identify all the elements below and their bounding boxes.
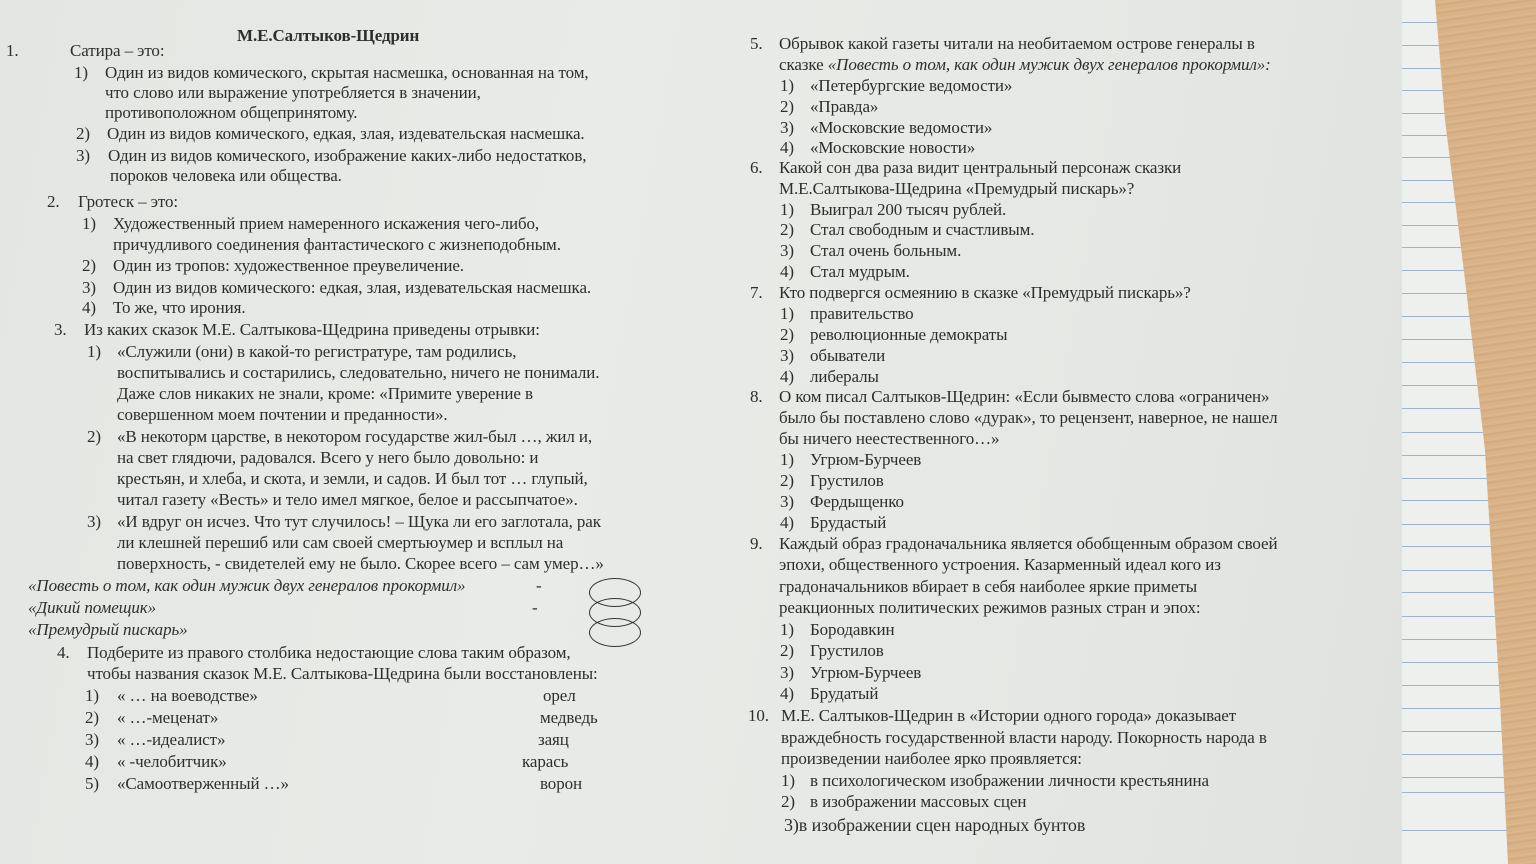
question-number: 1. (6, 41, 19, 60)
option-number: 3) (76, 146, 90, 165)
option-text: Выиграл 200 тысяч рублей. (810, 200, 1007, 219)
option-line: ли клешней перешиб или сам своей смертьюумер и всплыл на (117, 533, 564, 552)
option-line: читал газету «Весть» и тело имел мягкое, белое и рассыпчатое». (117, 490, 578, 509)
ruling-line (1390, 570, 1510, 571)
option-line: что слово или выражение употребляется в значении, (105, 83, 481, 102)
option-line: крестьян, и хлеба, и скота, и земли, и садов. И был тот … глупый, (117, 469, 588, 488)
question-text: чтобы названия сказок М.Е. Салтыкова-Щедрина были восстановлены: (87, 664, 598, 683)
option-number: 1) (74, 63, 88, 82)
option-text: Брудастый (810, 513, 887, 532)
option-number: 5) (85, 774, 99, 793)
option-text: Угрюм-Бурчеев (810, 450, 922, 469)
match-right: медведь (540, 708, 598, 727)
question-text: О ком писал Салтыков-Щедрин: «Если бывместо слова «ограничен» (779, 387, 1270, 406)
page-title: М.Е.Салтыков-Щедрин (237, 26, 420, 45)
ruling-line (1390, 777, 1510, 778)
question-text: реакционных политических режимов разных стран и эпох: (779, 598, 1201, 617)
ruling-line (1390, 708, 1510, 709)
option-line: Даже слов никаких не знали, кроме: «Примите уверение в (117, 384, 533, 403)
option-number: 1) (82, 214, 96, 233)
question-text: М.Е. Салтыков-Щедрин в «Истории одного города» доказывает (781, 706, 1237, 725)
option-text: правительство (810, 304, 914, 323)
option-line: Один из видов комического, изображение каких-либо недостатков, (108, 146, 587, 165)
ruling-line (1390, 685, 1510, 686)
ruling-line (1390, 792, 1510, 793)
tale-title: «Повесть о том, как один мужик двух генералов прокормил» (28, 576, 466, 595)
question-text: Обрывок какой газеты читали на необитаемом острове генералы в (779, 34, 1255, 53)
question-text: бы ничего неестественного…» (779, 429, 1000, 448)
option-text: Стал мудрым. (810, 262, 910, 281)
option-text: революционные демократы (810, 325, 1008, 344)
option-text: «Петербургские ведомости» (810, 76, 1013, 95)
question-text: Какой сон два раза видит центральный персонаж сказки (779, 158, 1182, 177)
question-text: Сатира – это: (70, 41, 165, 60)
question-number: 2. (47, 192, 60, 211)
option-number: 3) (87, 512, 101, 531)
tale-title: «Повесть о том, как один мужик двух генералов прокормил»: (827, 55, 1271, 74)
option-number: 4) (780, 262, 794, 281)
option-number: 1) (87, 342, 101, 361)
match-left: « … на воеводстве» (117, 686, 258, 705)
option-number: 4) (780, 138, 794, 157)
option-line: поверхность, - свидетелей ему не было. Скорее всего – сам умер…» (117, 554, 604, 573)
option-line: То же, что ирония. (113, 298, 246, 317)
option-text: обыватели (810, 346, 886, 365)
option-number: 1) (780, 200, 794, 219)
option-text: в изображении массовых сцен (810, 792, 1027, 811)
option-text: 3)в изображении сцен народных бунтов (784, 815, 1086, 835)
option-number: 4) (82, 298, 96, 317)
option-number: 4) (780, 684, 794, 703)
option-number: 1) (85, 686, 99, 705)
option-line: Один из видов комического: едкая, злая, издевательская насмешка. (113, 278, 592, 297)
option-text: «Московские новости» (810, 138, 976, 157)
option-number: 3) (780, 492, 794, 511)
option-line: пороков человека или общества. (110, 166, 342, 185)
option-number: 3) (82, 278, 96, 297)
question-number: 9. (750, 534, 763, 553)
option-number: 1) (781, 771, 795, 790)
match-right: орел (543, 686, 576, 705)
option-text: Фердыщенко (810, 492, 904, 511)
tale-title: «Дикий помещик» (28, 598, 157, 617)
ruling-line (1390, 616, 1510, 617)
question-number: 8. (750, 387, 763, 406)
option-number: 1) (780, 76, 794, 95)
ruling-line (1390, 754, 1510, 755)
option-text: Брудатый (810, 684, 879, 703)
question-text: эпохи, общественного устроения. Казарменный идеал кого из (779, 555, 1221, 574)
answer-oval[interactable] (589, 618, 641, 647)
option-number: 4) (85, 752, 99, 771)
match-left: «Самоотверженный …» (117, 774, 289, 793)
option-line: Один из тропов: художественное преувеличение. (113, 256, 464, 275)
question-text: Кто подвергся осмеянию в сказке «Премудрый пискарь»? (779, 283, 1191, 302)
question-text: Подберите из правого столбика недостающие слова таким образом, (87, 643, 571, 662)
question-text: М.Е.Салтыкова-Щедрина «Премудрый пискарь»? (779, 179, 1135, 198)
option-number: 1) (780, 304, 794, 323)
option-number: 2) (85, 708, 99, 727)
option-number: 3) (780, 346, 794, 365)
option-number: 2) (780, 97, 794, 116)
option-line: причудливого соединения фантастического с жизнеподобным. (113, 235, 561, 254)
ruling-line (1390, 639, 1510, 640)
question-text: Каждый образ градоначальника является обобщенным образом своей (779, 534, 1278, 553)
ruling-line (1390, 830, 1510, 831)
match-right: заяц (538, 730, 569, 749)
option-number: 3) (85, 730, 99, 749)
option-line: совершенном моем почтении и преданности». (117, 405, 448, 424)
question-text-prefix: сказке (779, 55, 828, 74)
option-number: 4) (780, 367, 794, 386)
question-number: 3. (54, 320, 67, 339)
option-number: 2) (82, 256, 96, 275)
ruling-line (1390, 592, 1510, 593)
tale-title: «Премудрый пискарь» (28, 620, 188, 639)
option-line: «И вдруг он исчез. Что тут случилось! – Щука ли его заглотала, рак (117, 512, 601, 531)
match-right: ворон (540, 774, 583, 793)
match-left: « …-идеалист» (117, 730, 226, 749)
option-number: 2) (780, 471, 794, 490)
option-text: «Правда» (810, 97, 879, 116)
match-left: « -челобитчик» (117, 752, 227, 771)
option-text: Грустилов (810, 471, 884, 490)
option-number: 3) (780, 663, 794, 682)
question-number: 7. (750, 283, 763, 302)
option-number: 2) (780, 641, 794, 660)
question-number: 5. (750, 34, 763, 53)
option-number: 3) (780, 118, 794, 137)
option-text: либералы (810, 367, 879, 386)
ruling-line (1390, 731, 1510, 732)
question-text: было бы поставлено слово «дурак», то рецензент, наверное, не нашел (779, 408, 1278, 427)
match-left: « …-меценат» (117, 708, 219, 727)
match-dash: - (532, 598, 538, 617)
option-number: 1) (780, 620, 794, 639)
question-text: враждебность государственной власти народу. Покорность народа в (781, 728, 1267, 747)
option-number: 2) (780, 220, 794, 239)
option-number: 3) (780, 241, 794, 260)
question-text (779, 55, 1271, 75)
option-number: 2) (87, 427, 101, 446)
option-number: 4) (780, 513, 794, 532)
option-number: 2) (76, 124, 90, 143)
option-line: воспитывались и состарились, следовательно, ничего не понимали. (117, 363, 600, 382)
option-line: противоположном общепринятому. (105, 103, 358, 122)
option-text: в психологическом изображении личности крестьянина (810, 771, 1209, 790)
question-text: градоначальников вбирает в себя наиболее яркие приметы (779, 577, 1198, 596)
option-line: Один из видов комического, едкая, злая, издевательская насмешка. (107, 124, 585, 143)
option-number: 2) (781, 792, 795, 811)
question-text: произведении наиболее ярко проявляется: (781, 749, 1082, 768)
option-number: 2) (780, 325, 794, 344)
match-right: карась (522, 752, 569, 771)
option-number: 1) (780, 450, 794, 469)
option-text: Стал очень больным. (810, 241, 962, 260)
question-number: 10. (748, 706, 769, 725)
option-text: Грустилов (810, 641, 884, 660)
option-line: Один из видов комического, скрытая насмешка, основанная на том, (105, 63, 589, 82)
match-dash: - (536, 576, 542, 595)
ruling-line (1390, 662, 1510, 663)
option-text: «Московские ведомости» (810, 118, 993, 137)
question-number: 6. (750, 158, 763, 177)
option-line: «Служили (они) в какой-то регистратуре, там родились, (117, 342, 517, 361)
option-line: Художественный прием намеренного искажения чего-либо, (113, 214, 540, 233)
option-text: Бородавкин (810, 620, 895, 639)
question-number: 4. (57, 643, 70, 662)
question-text: Из каких сказок М.Е. Салтыкова-Щедрина приведены отрывки: (84, 320, 540, 339)
option-text: Стал свободным и счастливым. (810, 220, 1035, 239)
option-line: «В некоторм царстве, в некотором государстве жил-был …, жил и, (117, 427, 593, 446)
option-line: на свет глядючи, радовался. Всего у него было довольно: и (117, 448, 539, 467)
option-text: Угрюм-Бурчеев (810, 663, 922, 682)
question-text: Гротеск – это: (78, 192, 179, 211)
